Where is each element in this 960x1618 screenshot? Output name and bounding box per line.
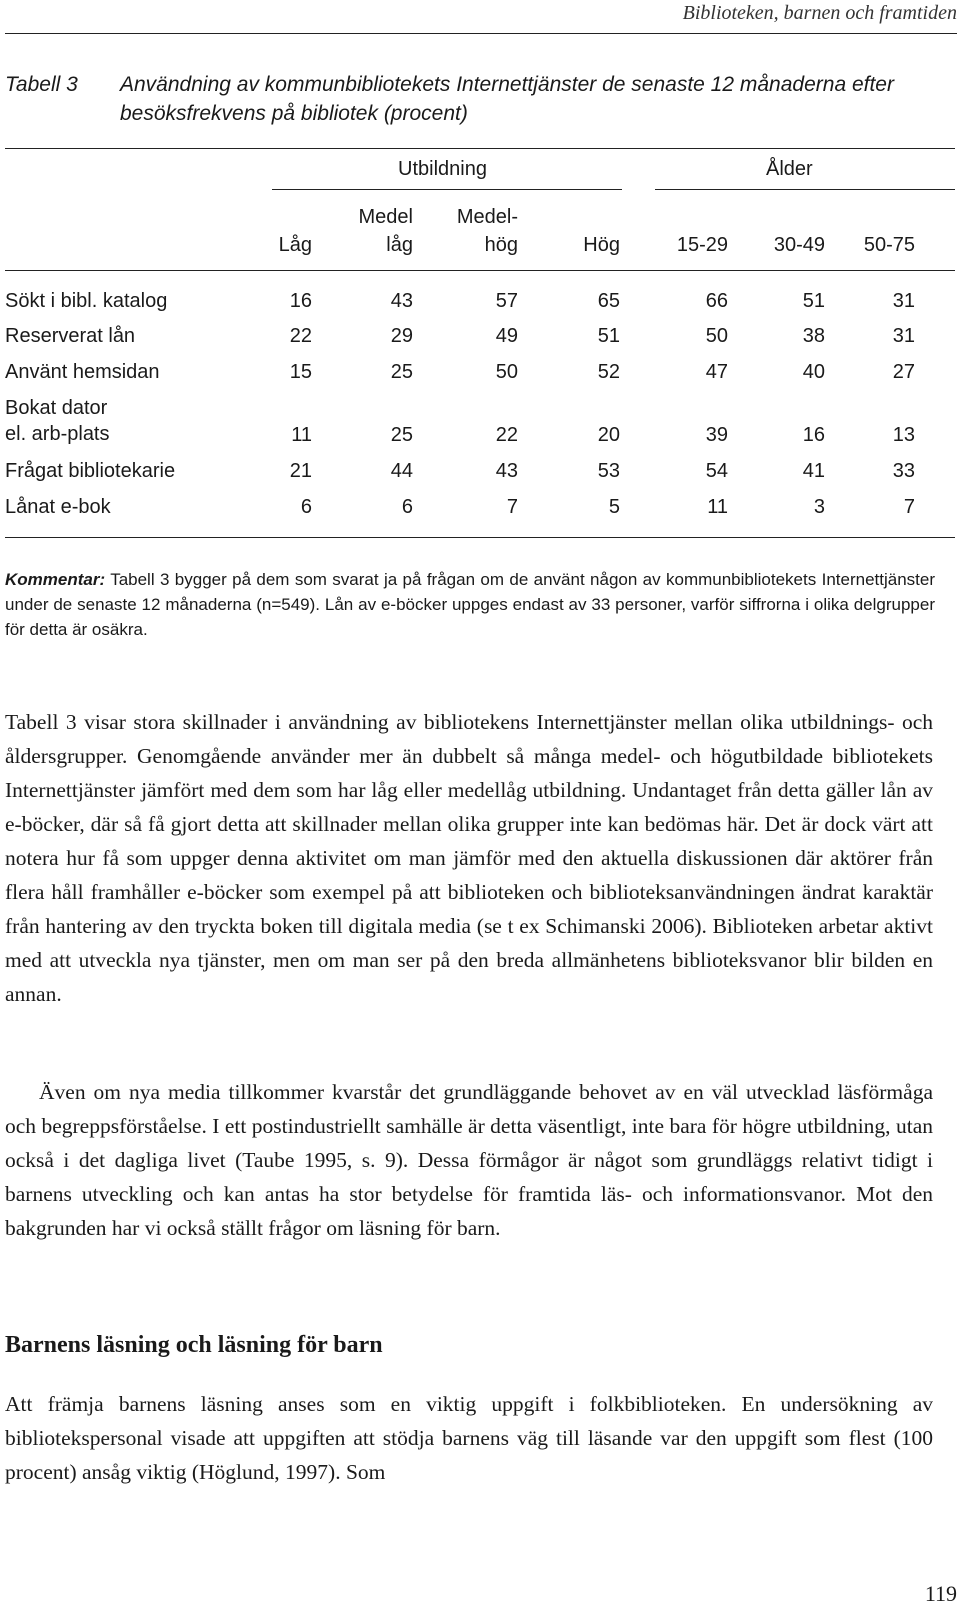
table-cell: 53 (597, 460, 620, 482)
table-cell: 39 (705, 424, 728, 446)
table-cell: 50 (705, 325, 728, 347)
column-header-line2: 50-75 (863, 234, 915, 256)
table-cell: 49 (495, 325, 518, 347)
table-cell: 57 (495, 290, 518, 312)
table-cell: 27 (892, 361, 915, 383)
page-number: 119 (924, 1581, 957, 1606)
row-label (5, 288, 167, 314)
row-label (5, 458, 175, 484)
paragraph-1: Tabell 3 visar stora skillnader i användning av bibliotekens Internettjänster mellan olika utbildnings- och åldersgrupper. Genomgående använder mer än dubbelt så många medel- och högutbildade bibliotekets Internettjänster jämfört med dem som har låg eller medellåg utbildning. Undantaget från detta gäller lån av e-böcker, där så få gjort detta att skillnader mellan olika grupper inte kan bedömas här. Det är dock värt att notera hur få som uppger denna aktivitet om man jämför med den aktuella diskussionen där aktörer från flera håll framhåller e-böcker som exempel på att biblioteken och biblioteksanvändningen ändrat karaktär från hantering av den tryckta boken till digitala media (se t ex Schimanski 2006). Biblioteken arbetar aktivt med att utveckla nya tjänster, men om man ser på den breda allmänhetens biblioteksvanor blir bilden en annan. (5, 710, 933, 1006)
table-cell: 54 (705, 460, 728, 482)
table-cell: 11 (707, 496, 728, 518)
table-cell: 50 (495, 361, 518, 383)
table-cell: 43 (390, 290, 413, 312)
table-header-rule (5, 270, 955, 271)
column-header-line2: Låg (278, 234, 312, 256)
row-label (5, 494, 111, 520)
column-header-line1: Medel (358, 206, 413, 228)
table-cell: 33 (892, 460, 915, 482)
column-header-line2: låg (386, 234, 413, 256)
row-label (5, 395, 110, 447)
table-cell: 22 (289, 325, 312, 347)
group-line-education (272, 189, 622, 190)
table-cell: 13 (892, 424, 915, 446)
table-cell: 5 (608, 496, 620, 518)
table-cell: 47 (705, 361, 728, 383)
table-cell: 11 (291, 424, 312, 446)
table-cell: 66 (705, 290, 728, 312)
table-cell: 7 (506, 496, 518, 518)
group-header-education: Utbildning (398, 158, 487, 180)
row-label-text: Använt hemsidan (5, 361, 160, 383)
table-cell: 51 (597, 325, 620, 347)
header-rule (5, 33, 957, 34)
row-label (5, 323, 135, 349)
row-label-text-2: el. arb-plats (5, 423, 110, 445)
table-bottom-rule (5, 537, 955, 538)
table-cell: 16 (289, 290, 312, 312)
table-cell: 3 (813, 496, 825, 518)
table-caption-text: Användning av kommunbibliotekets Internettjänster de senaste 12 månaderna efter besöksfrekvens på bibliotek (procent) (120, 73, 894, 125)
column-header-line2: 30-49 (773, 234, 825, 256)
column-header-line2: hög (484, 234, 518, 256)
table-cell: 38 (802, 325, 825, 347)
table-cell: 6 (300, 496, 312, 518)
table-cell: 15 (289, 361, 312, 383)
table-cell: 16 (802, 424, 825, 446)
table-cell: 7 (903, 496, 915, 518)
row-label-text: Reserverat lån (5, 325, 136, 347)
column-header-line2: 15-29 (676, 234, 728, 256)
table-cell: 20 (597, 424, 620, 446)
table-cell: 25 (390, 424, 413, 446)
table-cell: 41 (802, 460, 825, 482)
table-cell: 31 (892, 290, 915, 312)
table-number: Tabell 3 (5, 73, 78, 96)
table-comment (5, 567, 935, 642)
row-label-text: Bokat dator (5, 397, 108, 419)
table-cell: 6 (401, 496, 413, 518)
column-header-line2: Hög (583, 234, 620, 256)
comment-label: Kommentar: (5, 570, 106, 589)
group-header-age: Ålder (766, 158, 813, 180)
table-cell: 31 (892, 325, 915, 347)
row-label-text: Lånat e-bok (5, 496, 111, 518)
table-cell: 25 (390, 361, 413, 383)
table-cell: 22 (495, 424, 518, 446)
table-cell: 52 (597, 361, 620, 383)
table-cell: 43 (495, 460, 518, 482)
table-cell: 65 (597, 290, 620, 312)
table-cell: 21 (289, 460, 312, 482)
row-label-text: Sökt i bibl. katalog (5, 290, 168, 312)
row-label-text: Frågat bibliotekarie (5, 460, 176, 482)
row-label (5, 359, 160, 385)
table-top-rule (5, 148, 955, 149)
table-cell: 51 (802, 290, 825, 312)
paragraph-3: Att främja barnens läsning anses som en viktig uppgift i folkbiblioteken. En undersökning av bibliotekspersonal visade att uppgiften att stödja barnens väg till läsande var den uppgift som flest (100 procent) ansåg viktig (Höglund, 1997). Som (5, 1392, 933, 1484)
table-cell: 44 (390, 460, 413, 482)
comment-text: Tabell 3 bygger på dem som svarat ja på frågan om de använt någon av kommunbibliotekets Internettjänster under de senaste 12 månaderna (n=549). Lån av e-böcker uppges endast av 33 personer, varför siffrorna i olika delgrupper för detta är osäkra. (5, 570, 935, 639)
section-heading: Barnens läsning och läsning för barn (5, 1332, 383, 1358)
group-line-age (655, 189, 955, 190)
paragraph-2: Även om nya media tillkommer kvarstår det grundläggande behovet av en väl utvecklad läsförmåga och begreppsförståelse. I ett postindustriellt samhälle är detta väsentligt, inte bara för högre utbildning, utan också i det dagliga livet (Taube 1995, s. 9). Dessa förmågor är något som grundläggs relativt tidigt i barnens utveckling och kan antas ha stor betydelse för framtida läs- och informationsvanor. Mot den bakgrunden har vi också ställt frågor om läsning för barn. (5, 1080, 933, 1240)
table-cell: 29 (390, 325, 413, 347)
running-header: Biblioteken, barnen och framtiden (682, 2, 957, 24)
column-header-line1: Medel- (456, 206, 518, 228)
table-cell: 40 (802, 361, 825, 383)
